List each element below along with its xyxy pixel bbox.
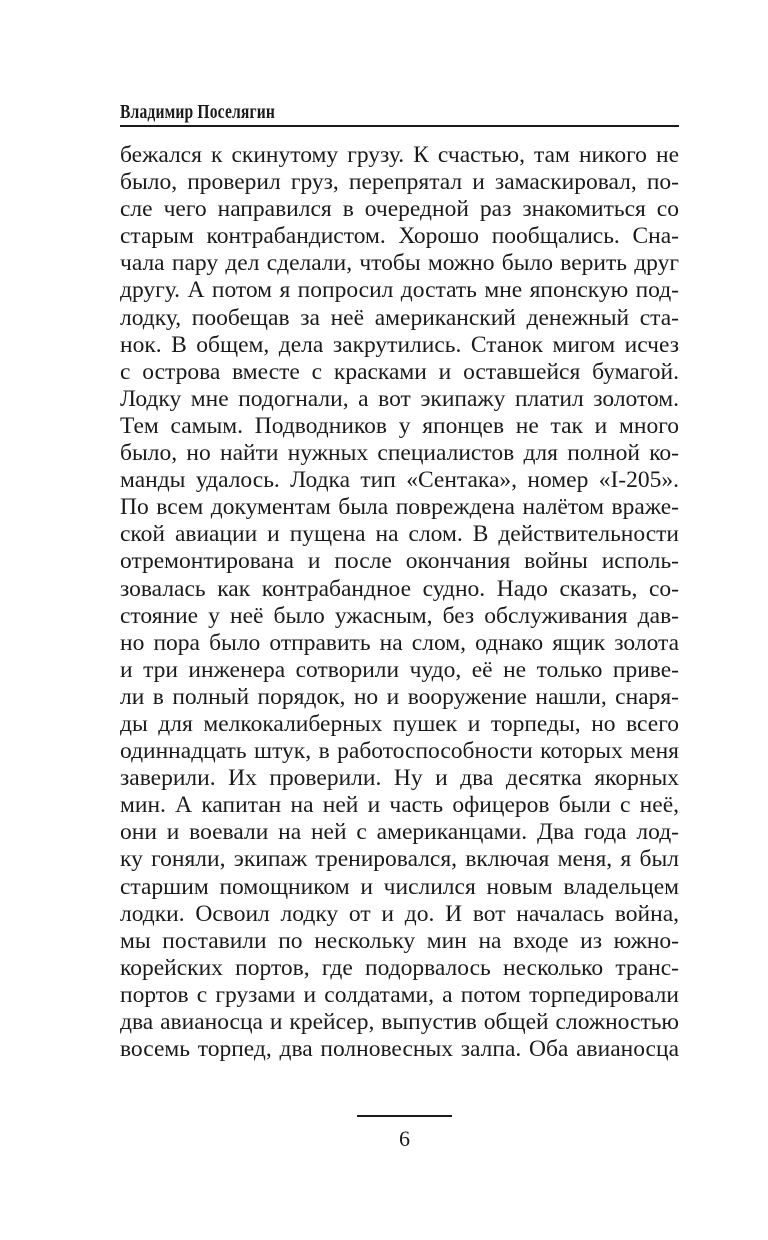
text-line: Тем самым. Подводников у японцев не так и много (120, 412, 679, 439)
text-line: ды для мелкокалиберных пушек и торпеды, но всего (120, 710, 679, 737)
text-line: лодку, пообещав за неё американский денежный ста- (120, 304, 679, 331)
text-line: старшим помощником и числился новым владельцем (120, 873, 679, 900)
text-line: они и воевали на ней с американцами. Два года лод- (120, 819, 679, 846)
text-line: одиннадцать штук, в работоспособности которых меня (120, 738, 679, 765)
text-line: ку гоняли, экипаж тренировался, включая меня, я был (120, 846, 679, 873)
text-line: чала пару дел сделали, чтобы можно было верить друг (120, 250, 679, 277)
header-rule (120, 125, 679, 127)
footer-rule (357, 1115, 452, 1117)
running-head-author: Владимир Поселягин (120, 101, 276, 123)
text-line: и три инженера сотворили чудо, её не только приве- (120, 656, 679, 683)
text-line: зовалась как контрабандное судно. Надо сказать, со- (120, 575, 679, 602)
text-line: лодки. Освоил лодку от и до. И вот началась война, (120, 900, 679, 927)
text-line: корейских портов, где подорвалось несколько транс- (120, 954, 679, 981)
text-line: портов с грузами и солдатами, а потом торпедировали (120, 981, 679, 1008)
text-line: ли в полный порядок, но и вооружение нашли, снаря- (120, 683, 679, 710)
text-line: По всем документам была повреждена налётом враже- (120, 494, 679, 521)
page-number: 6 (399, 1126, 410, 1151)
text-line: с острова вместе с красками и оставшейся бумагой. (120, 358, 679, 385)
text-line: заверили. Их проверили. Ну и два десятка якорных (120, 765, 679, 792)
text-line: Лодку мне подогнали, а вот экипажу платил золотом. (120, 385, 679, 412)
text-line: но пора было отправить на слом, однако ящик золота (120, 629, 679, 656)
text-line: ской авиации и пущена на слом. В действительности (120, 521, 679, 548)
text-line: бежался к скинутому грузу. К счастью, там никого не (120, 142, 679, 168)
text-line: другу. А потом я попросил достать мне японскую под- (120, 277, 679, 304)
text-line: отремонтирована и после окончания войны исполь- (120, 548, 679, 575)
text-line: мин. А капитан на ней и часть офицеров были с неё, (120, 792, 679, 819)
body-text (120, 142, 679, 1063)
text-line: сле чего направился в очередной раз знакомиться со (120, 196, 679, 223)
text-line: восемь торпед, два полновесных залпа. Оба авианосца (120, 1036, 679, 1063)
text-line: старым контрабандистом. Хорошо пообщались. Сна- (120, 223, 679, 250)
text-line: манды удалось. Лодка тип «Сентака», номер «I-205». (120, 467, 679, 494)
text-line: было, но найти нужных специалистов для полной ко- (120, 440, 679, 467)
text-line: два авианосца и крейсер, выпустив общей сложностью (120, 1009, 679, 1035)
text-line: нок. В общем, дела закрутились. Станок мигом исчез (120, 331, 679, 358)
text-line: было, проверил груз, перепрятал и замаскировал, по- (120, 169, 679, 196)
text-line: мы поставили по нескольку мин на входе из южно- (120, 927, 679, 954)
text-line: стояние у неё было ужасным, без обслуживания дав- (120, 602, 679, 629)
